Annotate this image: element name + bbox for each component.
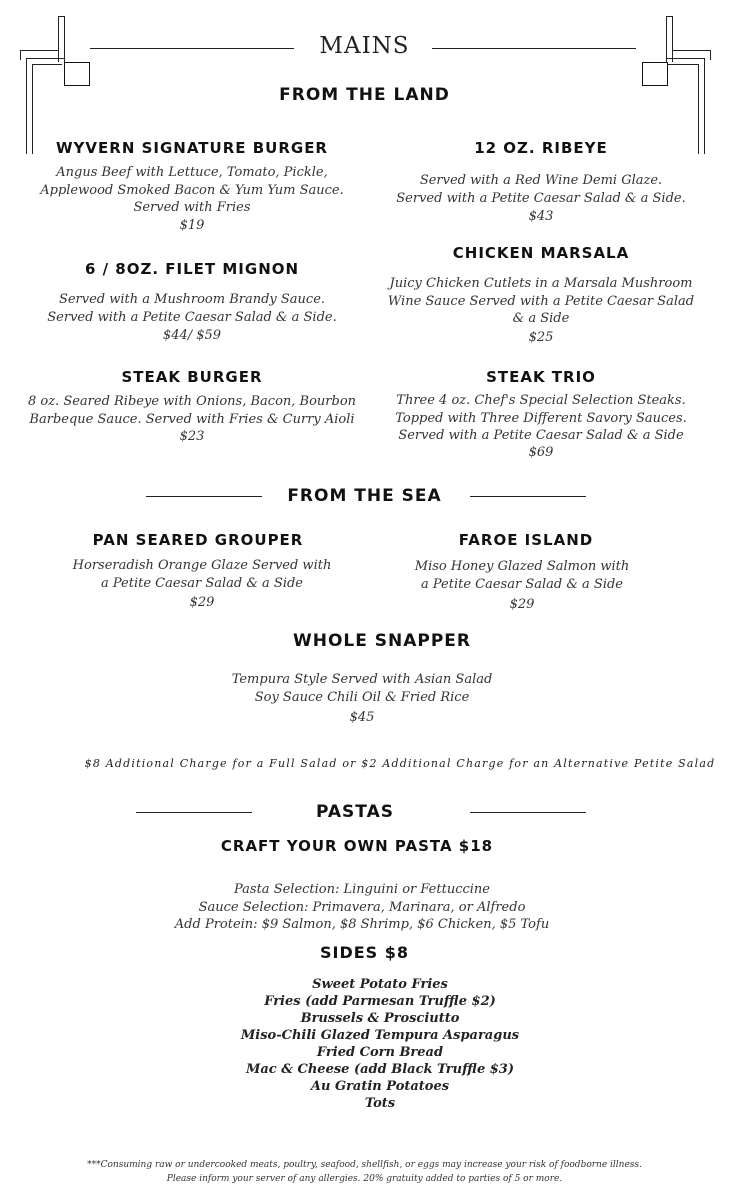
- side-item: Tots: [364, 1096, 396, 1111]
- menu-item-description: Three 4 oz. Chef's Special Selection Steaks. Topped with Three Different Savory Sauces. Served with a Petite Caesar Salad & a Side: [395, 393, 687, 443]
- section-heading-sides: SIDES $8: [319, 943, 410, 962]
- page-title: MAINS: [319, 33, 410, 59]
- menu-item-description: Angus Beef with Lettuce, Tomato, Pickle, Applewood Smoked Bacon & Yum Yum Sauce. Served with Fries: [40, 165, 344, 215]
- menu-item-name: STEAK BURGER: [121, 368, 263, 386]
- menu-item-price: $19: [179, 218, 205, 233]
- side-item: Mac & Cheese (add Black Truffle $3): [245, 1062, 515, 1077]
- sides-list: [180, 976, 580, 1112]
- menu-item-name: WHOLE SNAPPER: [292, 631, 472, 651]
- menu-item-price: $29: [509, 597, 535, 612]
- menu-item-price: $25: [528, 330, 554, 345]
- menu-item-description: Horseradish Orange Glaze Served with a Petite Caesar Salad & a Side: [72, 558, 332, 591]
- section-heading-sea: FROM THE SEA: [287, 486, 442, 506]
- menu-item-description: Juicy Chicken Cutlets in a Marsala Mushroom Wine Sauce Served with a Petite Caesar Salad & a Side: [387, 276, 695, 326]
- pasta-option-line: Pasta Selection: Linguini or Fettuccine: [234, 882, 490, 897]
- menu-item-price: $23: [179, 429, 205, 444]
- disclaimer-line: Please inform your server of any allergies. 20% gratuity added to parties of 5 or more.: [166, 1174, 563, 1184]
- menu-item-description: Served with a Mushroom Brandy Sauce. Served with a Petite Caesar Salad & a Side.: [47, 292, 337, 325]
- menu-item-price: $69: [528, 445, 554, 460]
- menu-item-description: Served with a Red Wine Demi Glaze. Served with a Petite Caesar Salad & a Side.: [396, 173, 686, 206]
- section-heading-land: FROM THE LAND: [279, 85, 450, 105]
- menu-item-price: $43: [528, 209, 554, 224]
- pasta-option-line: Add Protein: $9 Salmon, $8 Shrimp, $6 Chicken, $5 Tofu: [174, 917, 550, 932]
- menu-item-price: $45: [349, 710, 375, 725]
- menu-item-description: 8 oz. Seared Ribeye with Onions, Bacon, Bourbon Barbeque Sauce. Served with Fries & Curry Aioli: [27, 394, 357, 427]
- pasta-option-line: Sauce Selection: Primavera, Marinara, or Alfredo: [198, 899, 526, 915]
- disclaimer-line: ***Consuming raw or undercooked meats, poultry, seafood, shellfish, or eggs may increase your risk of foodborne illness.: [87, 1160, 642, 1170]
- menu-item-description: Tempura Style Served with Asian Salad Soy Sauce Chili Oil & Fried Rice: [231, 672, 493, 705]
- menu-item-name: WYVERN SIGNATURE BURGER: [56, 139, 328, 157]
- menu-item-name: PAN SEARED GROUPER: [92, 531, 304, 549]
- menu-item-name: FAROE ISLAND: [458, 531, 594, 549]
- disclaimer: [0, 1158, 729, 1186]
- menu-item-name: STEAK TRIO: [486, 368, 596, 386]
- section-heading-pastas: PASTAS: [316, 802, 394, 822]
- salad-charge-note: $8 Additional Charge for a Full Salad or $2 Additional Charge for an Alternative Petite Salad: [84, 757, 716, 770]
- menu-item-price: $29: [189, 595, 215, 610]
- side-item: Fried Corn Bread: [316, 1045, 444, 1060]
- menu-item-name: 6 / 8OZ. FILET MIGNON: [84, 260, 300, 278]
- menu-item-description: Miso Honey Glazed Salmon with a Petite Caesar Salad & a Side: [414, 559, 630, 592]
- side-item: Fries (add Parmesan Truffle $2): [264, 994, 496, 1009]
- menu-item-price: $44/ $59: [162, 328, 222, 343]
- pasta-options: [140, 881, 584, 934]
- side-item: Au Gratin Potatoes: [310, 1079, 450, 1094]
- side-item: Sweet Potato Fries: [312, 977, 448, 992]
- side-item: Miso-Chili Glazed Tempura Asparagus: [240, 1028, 520, 1043]
- side-item: Brussels & Prosciutto: [300, 1011, 460, 1026]
- menu-item-name: 12 OZ. RIBEYE: [474, 139, 608, 157]
- menu-item-name: CHICKEN MARSALA: [452, 244, 630, 262]
- craft-pasta-title: CRAFT YOUR OWN PASTA $18: [220, 837, 494, 855]
